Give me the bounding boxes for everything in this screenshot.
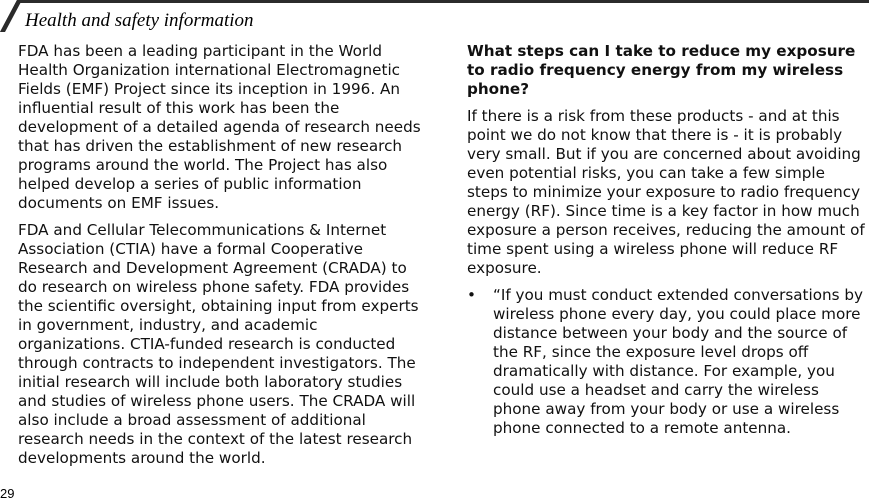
paragraph: If there is a risk from these products - and at this point we do not know that there is - it is probably very small. But if you are concerned about avoiding even potential risks, you can take a few simple steps to minimize your exposure to radio frequency energy (RF). Since time is a key factor in how much exposure a person receives, reducing the amount of time spent using a wireless phone will reduce RF exposure. [467, 107, 865, 277]
left-column [18, 42, 423, 476]
list-item-text: “If you must conduct extended conversations by wireless phone every day, you could place more distance between your body and the source of the RF, since the exposure level drops off dramatically with distance. For example, you could use a headset and carry the wireless phone away from your body or use a wireless phone connected to a remote antenna. [493, 286, 864, 437]
paragraph: FDA and Cellular Telecommunications & Internet Association (CTIA) have a formal Cooperative Research and Development Agreement (CRADA) to do research on wireless phone safety. FDA provides the scientific oversight, obtaining input from experts in government, industry, and academic organizations. CTIA-funded research is conducted through contracts to independent investigators. The initial research will include both laboratory studies and studies of wireless phone users. The CRADA will also include a broad assessment of additional research needs in the context of the latest research developments around the world. [18, 221, 419, 467]
list-item [467, 286, 867, 438]
bullet-list [467, 286, 867, 438]
section-heading: What steps can I take to reduce my exposure to radio frequency energy from my wireless phone? [467, 42, 856, 98]
right-column [467, 42, 867, 438]
bullet-marker: • [467, 286, 476, 304]
header-bar [0, 0, 869, 34]
page-number: 29 [0, 486, 15, 501]
section-title: Health and safety information [25, 10, 254, 31]
paragraph: FDA has been a leading participant in the World Health Organization international Electromagnetic Fields (EMF) Project since its inception in 1996. An influential result of this work has been the development of a detailed agenda of research needs that has driven the establishment of new research programs around the world. The Project has also helped develop a series of public information documents on EMF issues. [18, 42, 421, 212]
